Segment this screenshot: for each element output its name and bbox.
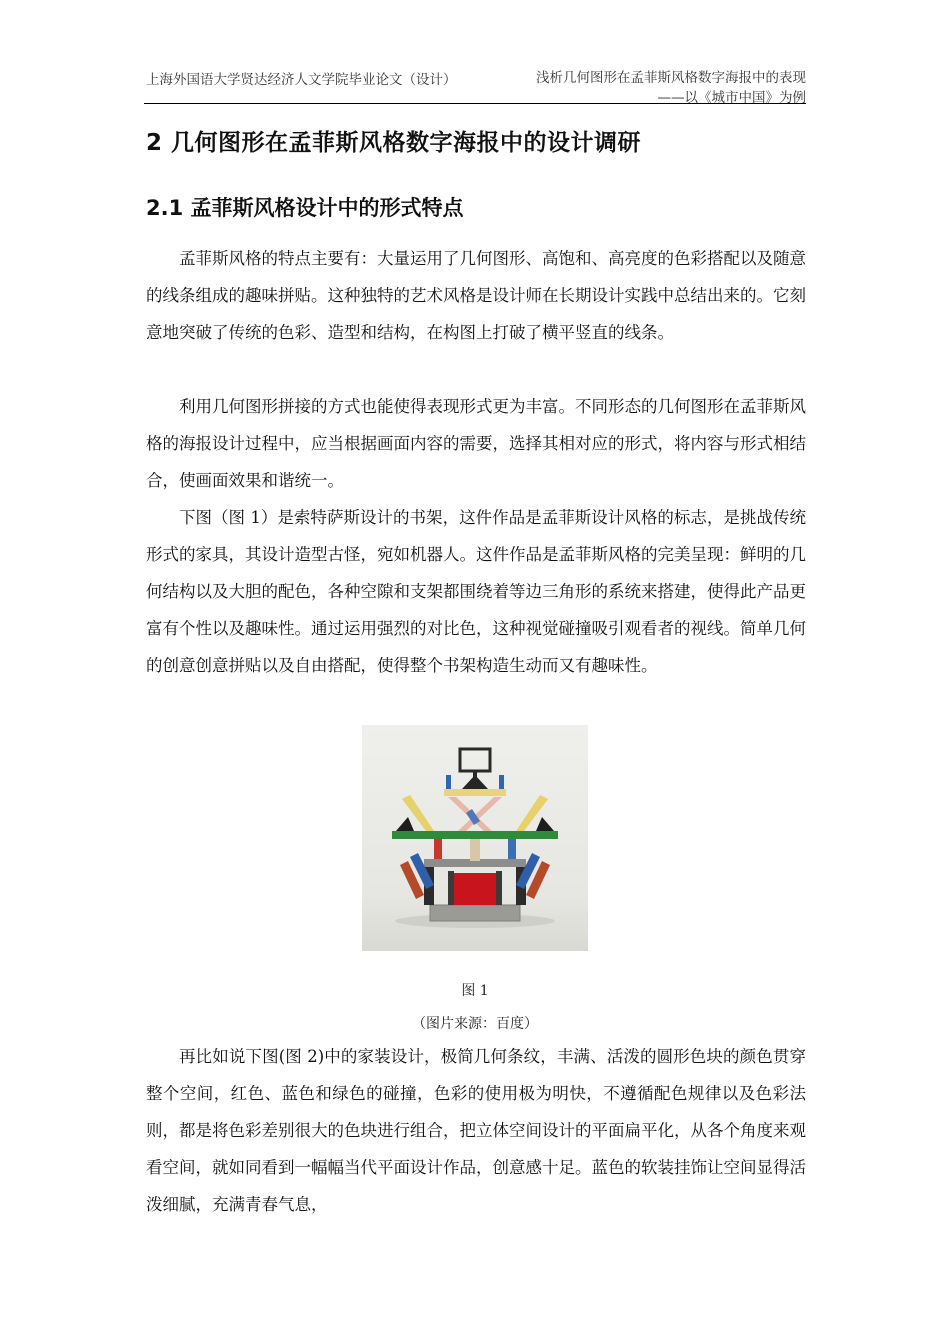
paragraph: 利用几何图形拼接的方式也能使得表现形式更为丰富。不同形态的几何图形在孟菲斯风格的海报设计过程中，应当根据画面内容的需要，选择其相对应的形式，将内容与形式相结合，使画面效果和谐统一。 [146, 397, 806, 490]
section-title: 2.1 孟菲斯风格设计中的形式特点 [146, 196, 464, 220]
paragraph: 再比如说下图(图 2)中的家装设计，极简几何条纹，丰满、活泼的圆形色块的颜色贯穿整个空间，红色、蓝色和绿色的碰撞，色彩的使用极为明快，不遵循配色规律以及色彩法则，都是将色彩差别很大的色块进行组合，把立体空间设计的平面扁平化，从各个角度来观看空间，就如同看到一幅幅当代平面设计作品，创意感十足。蓝色的软装挂饰让空间显得活泼细腻，充满青春气息， [146, 1047, 806, 1214]
chapter-title: 2 几何图形在孟菲斯风格数字海报中的设计调研 [146, 130, 642, 156]
bookshelf-photo [362, 725, 588, 951]
figure-source: （图片来源：百度） [412, 1016, 538, 1032]
figure-caption: 图 1 [461, 983, 489, 999]
running-header-subtitle: ——以《城市中国》为例 [657, 90, 806, 106]
running-header-left: 上海外国语大学贤达经济人文学院毕业论文（设计） [146, 72, 457, 88]
running-header-title: 浅析几何图形在孟菲斯风格数字海报中的表现 [536, 70, 806, 86]
paragraph: 孟菲斯风格的特点主要有：大量运用了几何图形、高饱和、高亮度的色彩搭配以及随意的线条组成的趣味拼贴。这种独特的艺术风格是设计师在长期设计实践中总结出来的。它刻意地突破了传统的色彩、造型和结构，在构图上打破了横平竖直的线条。 [146, 249, 806, 342]
running-header-right [536, 68, 806, 108]
header-divider [144, 103, 806, 104]
paragraph: 下图（图 1）是索特萨斯设计的书架，这件作品是孟菲斯设计风格的标志，是挑战传统形式的家具，其设计造型古怪，宛如机器人。这件作品是孟菲斯风格的完美呈现：鲜明的几何结构以及大胆的配色，各种空隙和支架都围绕着等边三角形的系统来搭建，使得此产品更富有个性以及趣味性。通过运用强烈的对比色，这种视觉碰撞吸引观看者的视线。简单几何的创意创意拼贴以及自由搭配，使得整个书架构造生动而又有趣味性。 [146, 508, 806, 675]
